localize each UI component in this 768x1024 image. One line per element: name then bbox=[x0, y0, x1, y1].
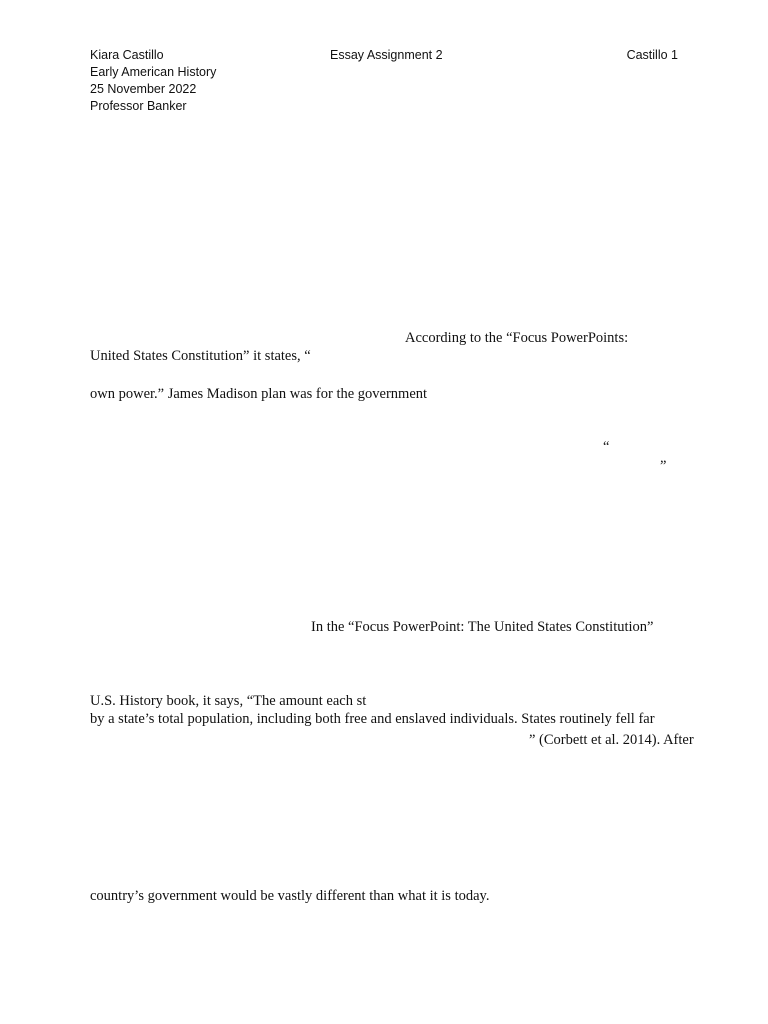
body-line-9: ” (Corbett et al. 2014). After bbox=[529, 732, 694, 748]
course-name: Early American History bbox=[90, 65, 217, 79]
body-line-1: According to the “Focus PowerPoints: bbox=[405, 330, 629, 346]
body-line-10: country’s government would be vastly different than what it is today. bbox=[90, 888, 490, 904]
body-line-2: United States Constitution” it states, “ bbox=[90, 348, 311, 364]
page-number-label: Castillo 1 bbox=[626, 48, 678, 62]
body-line-8: by a state’s total population, including both free and enslaved individuals. States routinely fell far bbox=[90, 711, 655, 727]
professor-name: Professor Banker bbox=[90, 99, 187, 113]
assignment-title: Essay Assignment 2 bbox=[330, 48, 443, 62]
body-line-6: In the “Focus PowerPoint: The United States Constitution” bbox=[311, 619, 654, 635]
body-line-7: U.S. History book, it says, “The amount each st bbox=[90, 693, 367, 709]
header-student-info bbox=[90, 47, 216, 115]
body-close-quote: ” bbox=[660, 458, 667, 474]
student-name: Kiara Castillo bbox=[90, 48, 164, 62]
body-line-3: own power.” James Madison plan was for the government bbox=[90, 386, 428, 402]
body-open-quote: “ bbox=[603, 439, 610, 455]
date: 25 November 2022 bbox=[90, 82, 197, 96]
